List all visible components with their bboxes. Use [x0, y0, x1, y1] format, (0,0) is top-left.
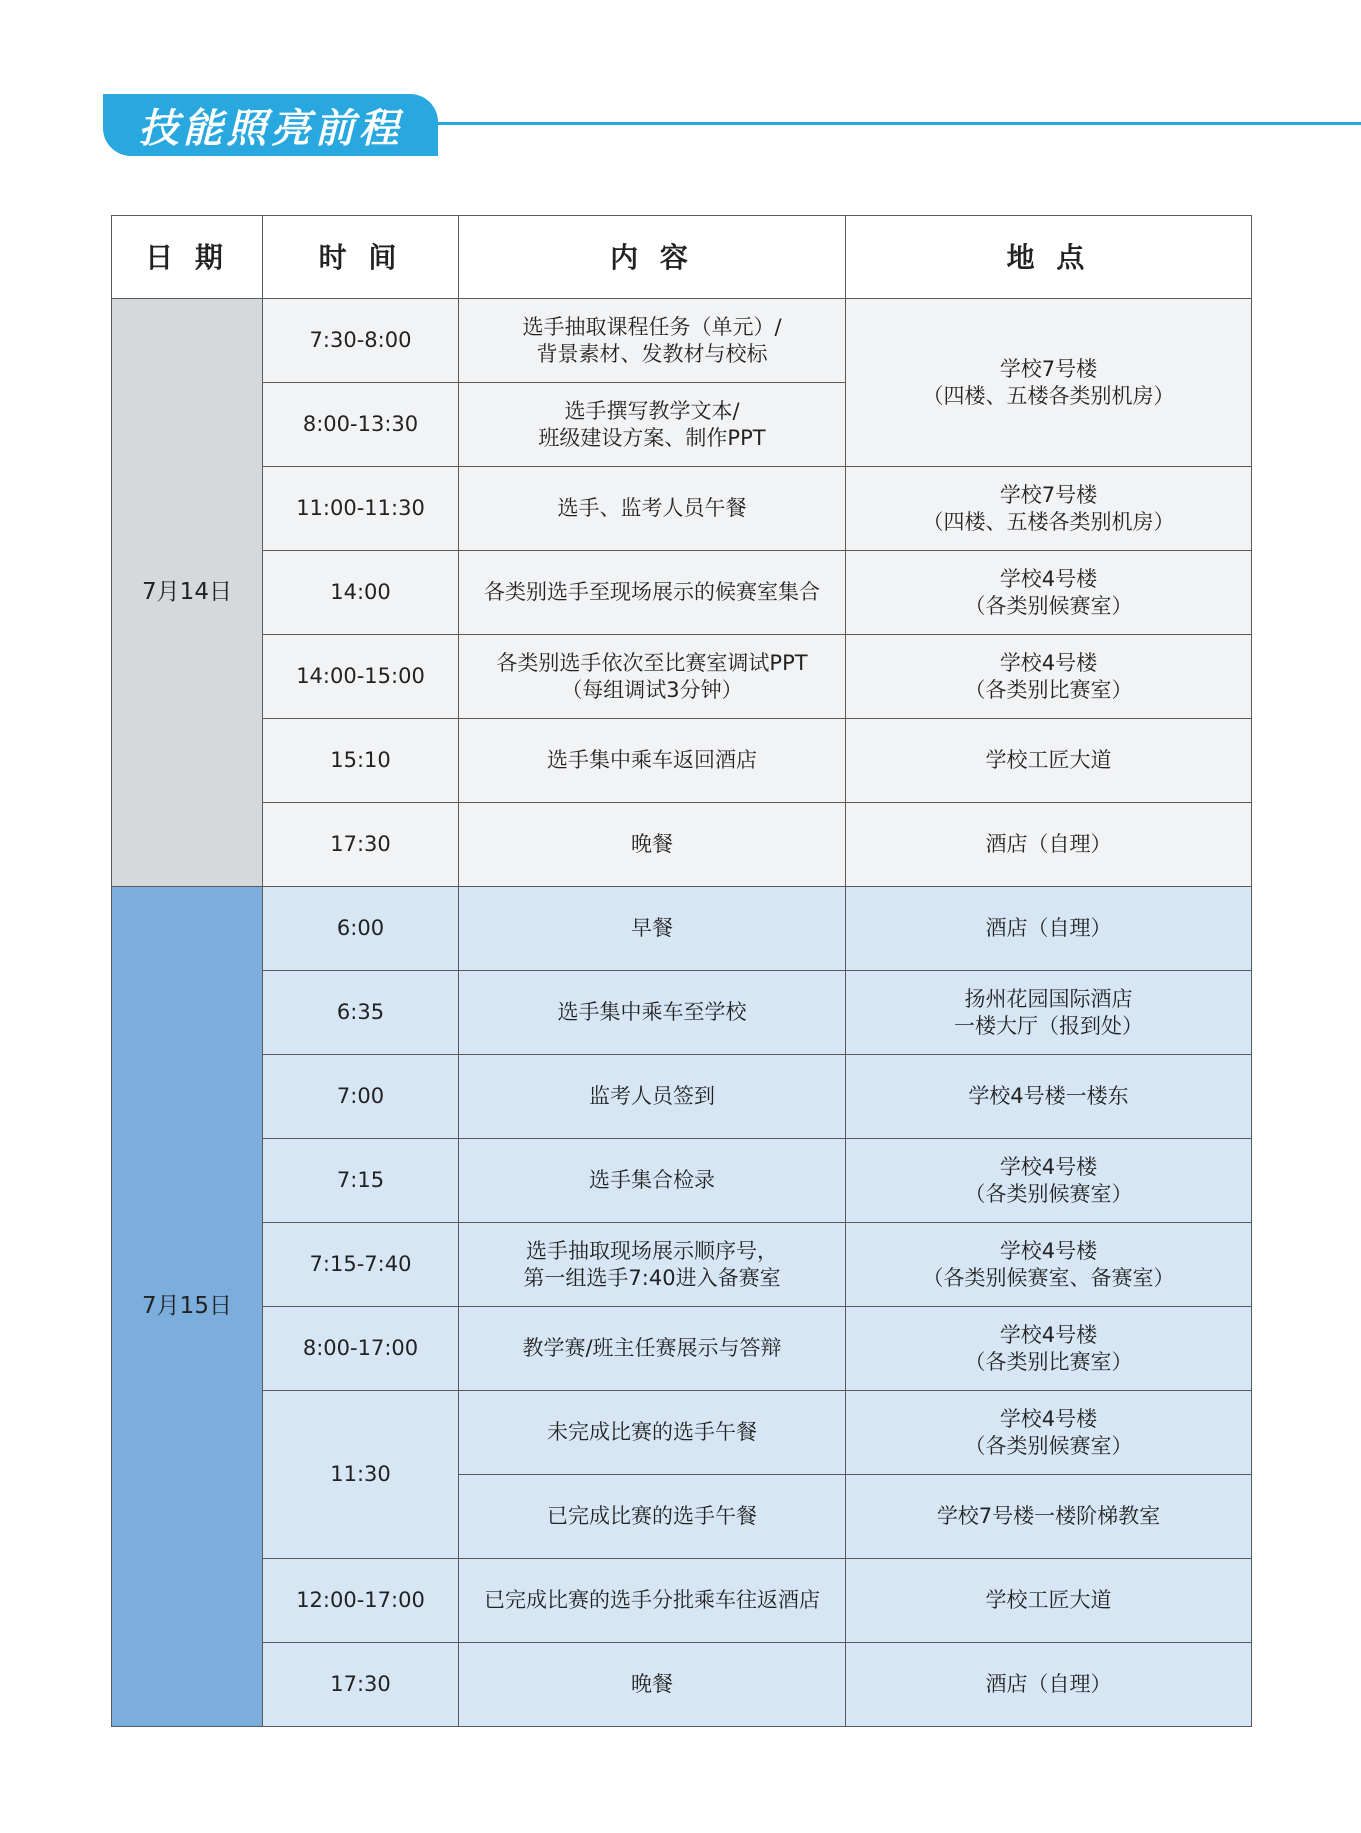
location-cell	[846, 1643, 1252, 1727]
location-line: 学校工匠大道	[985, 748, 1112, 772]
table-row	[112, 1307, 1252, 1391]
content-line: 已完成比赛的选手分批乘车往返酒店	[484, 1588, 820, 1612]
location-cell	[846, 1475, 1252, 1559]
content-cell	[459, 971, 846, 1055]
time-cell: 14:00	[263, 551, 459, 635]
time-cell: 7:15-7:40	[263, 1223, 459, 1307]
table-row	[112, 635, 1252, 719]
time-cell: 11:00-11:30	[263, 467, 459, 551]
content-line: 晚餐	[631, 832, 673, 856]
location-line: 学校4号楼	[999, 1154, 1098, 1179]
time-cell: 17:30	[263, 1643, 459, 1727]
schedule-table	[111, 215, 1252, 1727]
location-line: 酒店（自理）	[985, 832, 1112, 856]
location-cell	[846, 551, 1252, 635]
content-line: 教学赛/班主任赛展示与答辩	[522, 1336, 782, 1360]
time-cell: 15:10	[263, 719, 459, 803]
content-cell	[459, 887, 846, 971]
location-cell	[846, 467, 1252, 551]
banner-divider	[438, 122, 1361, 125]
location-cell	[846, 1055, 1252, 1139]
content-cell	[459, 719, 846, 803]
content-cell	[459, 299, 846, 383]
table-row	[112, 719, 1252, 803]
content-cell	[459, 1223, 846, 1307]
location-line: 学校7号楼	[999, 482, 1098, 507]
table-row	[112, 1559, 1252, 1643]
time-cell: 7:15	[263, 1139, 459, 1223]
location-line: 学校4号楼	[999, 1406, 1098, 1431]
location-line: （四楼、五楼各类别机房）	[922, 509, 1175, 534]
location-cell	[846, 887, 1252, 971]
location-line: 学校4号楼	[999, 1322, 1098, 1347]
location-line: 学校7号楼一楼阶梯教室	[936, 1504, 1161, 1528]
content-cell	[459, 383, 846, 467]
table-row	[112, 1223, 1252, 1307]
table-row	[112, 803, 1252, 887]
content-cell	[459, 551, 846, 635]
header-row	[112, 216, 1252, 299]
content-cell	[459, 1391, 846, 1475]
content-cell	[459, 1559, 846, 1643]
date-cell: 7月15日	[112, 887, 263, 1727]
location-cell	[846, 1391, 1252, 1475]
table-row	[112, 551, 1252, 635]
table-row	[112, 887, 1252, 971]
time-cell: 12:00-17:00	[263, 1559, 459, 1643]
location-line: 扬州花园国际酒店	[964, 986, 1133, 1011]
content-line: 晚餐	[631, 1672, 673, 1696]
location-line: 学校4号楼一楼东	[968, 1084, 1129, 1108]
content-line: 选手集中乘车返回酒店	[547, 748, 757, 772]
content-line: （每组调试3分钟）	[561, 677, 743, 702]
content-line: 各类别选手依次至比赛室调试PPT	[496, 650, 808, 675]
content-line: 选手、监考人员午餐	[557, 496, 747, 520]
content-line: 班级建设方案、制作PPT	[538, 425, 766, 450]
time-cell: 11:30	[263, 1391, 459, 1559]
time-cell: 8:00-17:00	[263, 1307, 459, 1391]
date-cell: 7月14日	[112, 299, 263, 887]
location-line: 学校4号楼	[999, 1238, 1098, 1263]
table-row	[112, 1391, 1252, 1475]
location-line: 学校4号楼	[999, 566, 1098, 591]
content-line: 已完成比赛的选手午餐	[547, 1504, 757, 1528]
header-time: 时 间	[263, 216, 459, 299]
location-line: （各类别候赛室）	[964, 1433, 1133, 1458]
content-cell	[459, 1055, 846, 1139]
location-cell	[846, 1139, 1252, 1223]
time-cell: 6:35	[263, 971, 459, 1055]
location-line: （各类别比赛室）	[964, 677, 1133, 702]
content-line: 背景素材、发教材与校标	[536, 341, 768, 366]
location-cell	[846, 971, 1252, 1055]
location-line: 一楼大厅（报到处）	[954, 1013, 1143, 1038]
content-line: 选手集中乘车至学校	[557, 1000, 747, 1024]
location-line: （各类别候赛室、备赛室）	[922, 1265, 1175, 1290]
content-line: 选手撰写教学文本/	[564, 398, 740, 423]
table-row	[112, 971, 1252, 1055]
location-cell	[846, 719, 1252, 803]
content-line: 监考人员签到	[589, 1084, 715, 1108]
time-cell: 6:00	[263, 887, 459, 971]
location-line: （各类别比赛室）	[964, 1349, 1133, 1374]
content-line: 第一组选手7:40进入备赛室	[523, 1265, 781, 1290]
content-cell	[459, 635, 846, 719]
location-cell	[846, 803, 1252, 887]
banner-title: 技能照亮前程	[138, 104, 403, 152]
location-line: （四楼、五楼各类别机房）	[922, 383, 1175, 408]
location-cell	[846, 1223, 1252, 1307]
content-line: 早餐	[631, 916, 673, 940]
time-cell: 8:00-13:30	[263, 383, 459, 467]
content-cell	[459, 1475, 846, 1559]
section-banner	[103, 94, 438, 156]
table-row	[112, 467, 1252, 551]
location-line: 酒店（自理）	[985, 916, 1112, 940]
header-location: 地 点	[846, 216, 1252, 299]
location-cell	[846, 1307, 1252, 1391]
table-row	[112, 1055, 1252, 1139]
content-line: 选手抽取现场展示顺序号，	[526, 1238, 778, 1263]
content-cell	[459, 1139, 846, 1223]
content-line: 各类别选手至现场展示的候赛室集合	[484, 580, 820, 604]
content-cell	[459, 467, 846, 551]
table-row	[112, 1139, 1252, 1223]
table-row	[112, 299, 1252, 383]
content-line: 未完成比赛的选手午餐	[547, 1420, 757, 1444]
location-line: 学校4号楼	[999, 650, 1098, 675]
location-line: 学校工匠大道	[985, 1588, 1112, 1612]
location-cell	[846, 1559, 1252, 1643]
content-line: 选手集合检录	[589, 1168, 715, 1192]
content-cell	[459, 1643, 846, 1727]
location-line: （各类别候赛室）	[964, 1181, 1133, 1206]
location-line: 学校7号楼	[999, 356, 1098, 381]
time-cell: 7:00	[263, 1055, 459, 1139]
content-cell	[459, 803, 846, 887]
time-cell: 17:30	[263, 803, 459, 887]
time-cell: 7:30-8:00	[263, 299, 459, 383]
location-line: 酒店（自理）	[985, 1672, 1112, 1696]
content-line: 选手抽取课程任务（单元）/	[522, 314, 782, 339]
header-date: 日 期	[112, 216, 263, 299]
content-cell	[459, 1307, 846, 1391]
location-cell	[846, 299, 1252, 467]
table-row	[112, 1643, 1252, 1727]
location-cell	[846, 635, 1252, 719]
location-line: （各类别候赛室）	[964, 593, 1133, 618]
time-cell: 14:00-15:00	[263, 635, 459, 719]
header-content: 内 容	[459, 216, 846, 299]
